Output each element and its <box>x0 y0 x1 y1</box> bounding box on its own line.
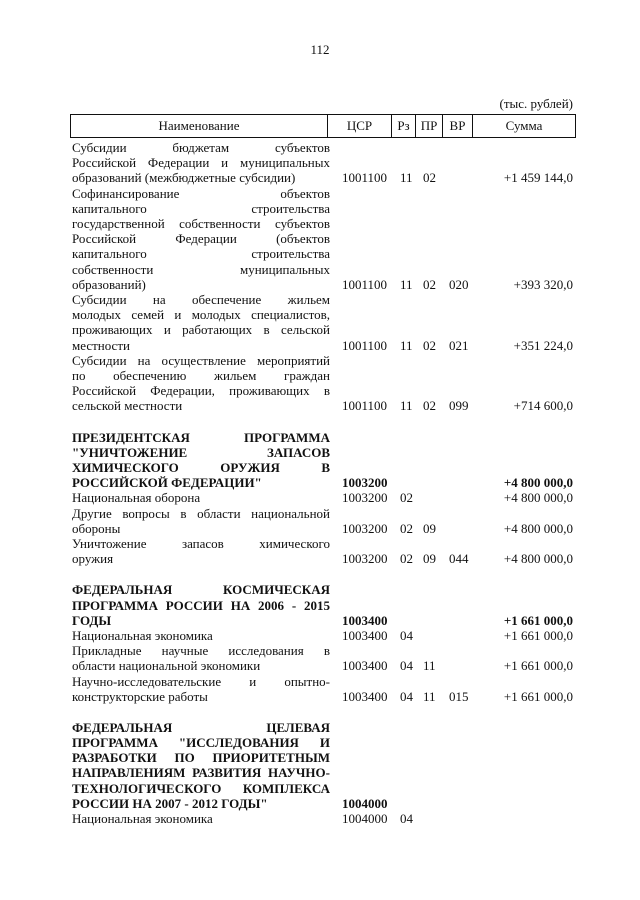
page-number: 112 <box>310 42 330 57</box>
row-csr: 1001100 <box>342 170 388 186</box>
row-rz: 02 <box>400 520 413 536</box>
row-name-line: Российской Федерации и муниципальных <box>72 155 330 171</box>
row-name-line: образований) <box>72 276 146 292</box>
row-name-line: Субсидии бюджетам субъектов <box>72 140 330 155</box>
row-name <box>72 490 330 505</box>
row-csr: 1003200 <box>342 520 388 536</box>
row-name-line: ПРОГРАММА "ИССЛЕДОВАНИЯ И <box>72 735 330 751</box>
row-pr: 09 <box>423 520 436 536</box>
row-csr: 1004000 <box>342 811 388 827</box>
row-sum: +1 661 000,0 <box>503 688 573 704</box>
table-row <box>0 811 640 826</box>
row-name <box>72 582 330 628</box>
row-rz: 04 <box>400 811 413 827</box>
row-name-line: ГОДЫ <box>72 612 112 628</box>
row-sum: +1 661 000,0 <box>503 658 573 674</box>
row-name-line: местности <box>72 337 130 353</box>
table-row <box>0 506 640 536</box>
header-name: Наименование <box>71 115 328 137</box>
table-row <box>0 536 640 566</box>
row-name-line: Национальная экономика <box>72 811 213 827</box>
row-csr: 1001100 <box>342 276 388 292</box>
table-row <box>0 490 640 505</box>
row-sum: +4 800 000,0 <box>503 490 573 506</box>
row-name <box>72 292 330 353</box>
row-name-line: молодых семей и молодых специалистов, <box>72 307 330 323</box>
row-name-line: ФЕДЕРАЛЬНАЯ ЦЕЛЕВАЯ <box>72 719 330 735</box>
row-vr: 015 <box>449 688 469 704</box>
row-name-line: Российской Федерации, проживающих в <box>72 383 330 399</box>
table-row <box>0 140 640 186</box>
row-sum: +393 320,0 <box>513 276 573 292</box>
row-name-line: ТЕХНОЛОГИЧЕСКОГО КОМПЛЕКСА <box>72 780 330 796</box>
row-name-line: Софинансирование объектов <box>72 185 330 201</box>
header-rz: Рз <box>392 115 416 137</box>
row-name-line: Национальная оборона <box>72 490 201 506</box>
row-rz: 11 <box>400 398 413 414</box>
row-name <box>72 140 330 186</box>
row-name-line: РОССИИ НА 2007 - 2012 ГОДЫ" <box>72 795 268 811</box>
row-rz: 02 <box>400 551 413 567</box>
row-rz: 04 <box>400 688 413 704</box>
row-csr: 1003400 <box>342 627 388 643</box>
row-name <box>72 811 330 826</box>
row-pr: 11 <box>423 688 436 704</box>
row-rz: 04 <box>400 658 413 674</box>
row-rz: 02 <box>400 490 413 506</box>
row-csr: 1003200 <box>342 551 388 567</box>
row-sum: +714 600,0 <box>513 398 573 414</box>
row-sum: +1 459 144,0 <box>503 170 573 186</box>
row-name-line: сельской местности <box>72 398 183 414</box>
row-sum: +351 224,0 <box>513 337 573 353</box>
row-name-line: по обеспечению жильем граждан <box>72 367 330 383</box>
row-csr: 1003200 <box>342 490 388 506</box>
row-name-line: конструкторские работы <box>72 688 208 704</box>
row-sum: +4 800 000,0 <box>503 475 573 491</box>
row-name-line: Научно-исследовательские и опытно- <box>72 673 330 689</box>
row-rz: 11 <box>400 276 413 292</box>
table-header <box>70 114 576 138</box>
row-name <box>72 430 330 491</box>
row-name-line: РАЗРАБОТКИ ПО ПРИОРИТЕТНЫМ <box>72 750 330 766</box>
row-rz: 04 <box>400 627 413 643</box>
row-name <box>72 186 330 292</box>
table-row <box>0 186 640 292</box>
table-row <box>0 292 640 353</box>
row-rz: 11 <box>400 337 413 353</box>
row-csr: 1003200 <box>342 475 388 491</box>
table-row <box>0 643 640 673</box>
row-csr: 1001100 <box>342 337 388 353</box>
row-name-line: образований (межбюджетные субсидии) <box>72 170 296 186</box>
row-vr: 021 <box>449 337 469 353</box>
table-row <box>0 674 640 704</box>
row-name-line: "УНИЧТОЖЕНИЕ ЗАПАСОВ <box>72 444 330 460</box>
row-name-line: ФЕДЕРАЛЬНАЯ КОСМИЧЕСКАЯ <box>72 582 330 598</box>
row-sum: +1 661 000,0 <box>503 627 573 643</box>
row-csr: 1004000 <box>342 795 388 811</box>
row-pr: 11 <box>423 658 436 674</box>
table-row <box>0 353 640 414</box>
row-pr: 02 <box>423 398 436 414</box>
table-row <box>0 720 640 811</box>
row-pr: 02 <box>423 276 436 292</box>
row-csr: 1003400 <box>342 612 388 628</box>
header-pr: ПР <box>416 115 443 137</box>
row-sum: +4 800 000,0 <box>503 551 573 567</box>
table-row <box>0 628 640 643</box>
row-name <box>72 674 330 704</box>
row-name-line: Субсидии на осуществление мероприятий <box>72 352 330 368</box>
header-sum: Сумма <box>505 118 543 133</box>
row-name-line: РОССИЙСКОЙ ФЕДЕРАЦИИ" <box>72 475 262 491</box>
header-vr: ВР <box>443 115 473 137</box>
row-name-line: собственности муниципальных <box>72 261 330 277</box>
row-name-line: Национальная экономика <box>72 627 213 643</box>
row-name-line: Российской Федерации (объектов <box>72 231 330 247</box>
row-csr: 1003400 <box>342 658 388 674</box>
row-name-line: Уничтожение запасов химического <box>72 535 330 551</box>
row-name <box>72 628 330 643</box>
row-sum: +1 661 000,0 <box>503 612 573 628</box>
table-row <box>0 430 640 491</box>
row-name-line: НАПРАВЛЕНИЯМ РАЗВИТИЯ НАУЧНО- <box>72 765 330 781</box>
row-name-line: проживающих и работающих в сельской <box>72 322 330 338</box>
row-vr: 044 <box>449 551 469 567</box>
row-vr: 099 <box>449 398 469 414</box>
row-csr: 1003400 <box>342 688 388 704</box>
row-name-line: области национальной экономики <box>72 658 261 674</box>
row-name-line: ПРЕЗИДЕНТСКАЯ ПРОГРАММА <box>72 429 330 445</box>
row-name <box>72 643 330 673</box>
row-pr: 09 <box>423 551 436 567</box>
row-rz: 11 <box>400 170 413 186</box>
row-pr: 02 <box>423 170 436 186</box>
row-name-line: ХИМИЧЕСКОГО ОРУЖИЯ В <box>72 459 330 475</box>
row-name-line: Прикладные научные исследования в <box>72 643 330 659</box>
row-name-line: ПРОГРАММА РОССИИ НА 2006 - 2015 <box>72 597 330 613</box>
row-name <box>72 720 330 811</box>
table-row <box>0 582 640 628</box>
row-csr: 1001100 <box>342 398 388 414</box>
row-pr: 02 <box>423 337 436 353</box>
row-name-line: Другие вопросы в области национальной <box>72 505 330 521</box>
row-name-line: обороны <box>72 520 121 536</box>
row-sum: +4 800 000,0 <box>503 520 573 536</box>
row-name-line: государственной собственности субъектов <box>72 215 330 231</box>
header-csr: ЦСР <box>328 115 392 137</box>
row-name-line: капитального строительства <box>72 200 330 216</box>
row-name-line: Субсидии на обеспечение жильем <box>72 291 330 307</box>
row-name <box>72 353 330 414</box>
row-name <box>72 536 330 566</box>
row-name <box>72 506 330 536</box>
table-body <box>0 140 640 826</box>
row-name-line: оружия <box>72 551 114 567</box>
row-name-line: капитального строительства <box>72 246 330 262</box>
units-label: (тыс. рублей) <box>499 96 573 111</box>
row-vr: 020 <box>449 276 469 292</box>
